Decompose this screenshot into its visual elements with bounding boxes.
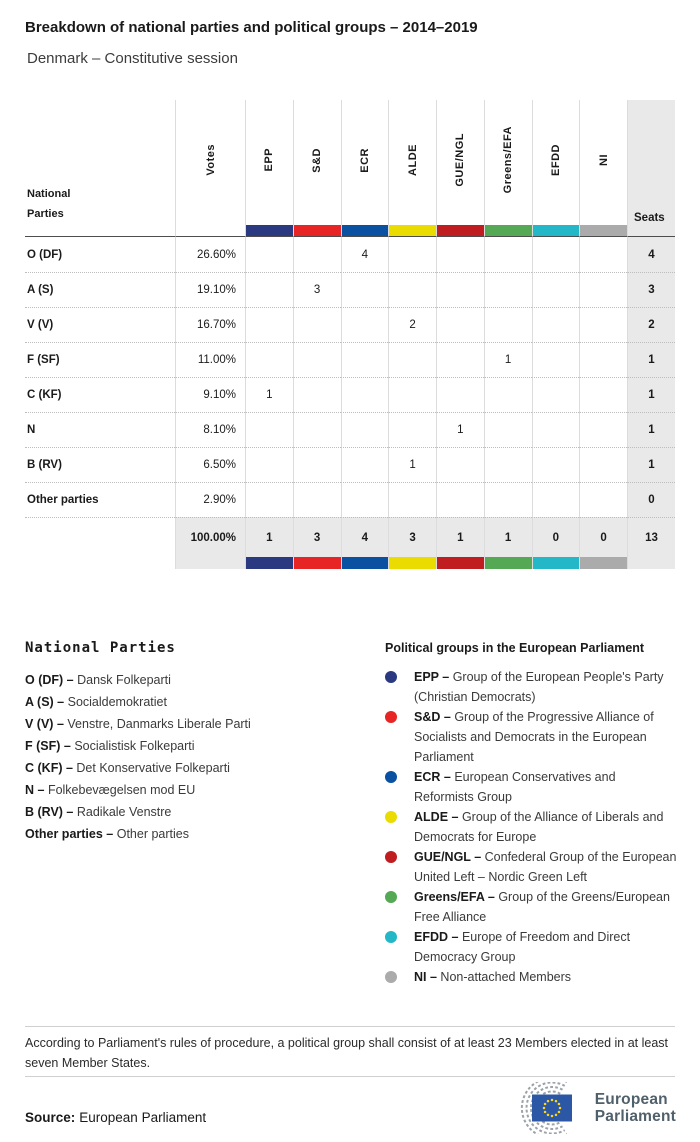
seats-cell: 1	[627, 447, 675, 482]
group-color-bar	[485, 225, 532, 236]
totals-group-cell: 1	[436, 517, 484, 557]
group-legend-item: ALDE – Group of the Alliance of Liberals and Democrats for Europe	[385, 807, 677, 847]
totals-seats: 13	[627, 517, 675, 557]
group-seat-cell	[484, 447, 532, 482]
group-seat-cell	[341, 482, 389, 517]
group-color-dot-icon	[385, 711, 397, 723]
votes-cell: 2.90%	[175, 482, 245, 517]
group-seat-cell: 1	[484, 342, 532, 377]
group-seat-cell	[532, 447, 580, 482]
votes-cell: 26.60%	[175, 237, 245, 272]
totals-group-cell: 1	[484, 517, 532, 557]
group-seat-cell	[245, 482, 293, 517]
group-seat-cell	[341, 377, 389, 412]
totals-row-spacer	[25, 517, 175, 557]
votes-cell: 16.70%	[175, 307, 245, 342]
group-color-bar	[484, 557, 532, 569]
group-color-bar	[293, 557, 341, 569]
source-line	[25, 1110, 206, 1125]
group-seat-cell	[436, 447, 484, 482]
group-seat-cell	[579, 377, 627, 412]
group-seat-cell	[484, 377, 532, 412]
parties-table	[25, 100, 675, 569]
group-seat-cell	[245, 412, 293, 447]
party-legend-item: V (V) – Venstre, Danmarks Liberale Parti	[25, 717, 251, 731]
party-name-cell: N	[25, 412, 175, 447]
ep-logo-text: European Parliament	[594, 1090, 676, 1125]
page-subtitle: Denmark – Constitutive session	[27, 50, 238, 67]
bar-row-spacer	[25, 557, 175, 569]
group-seat-cell	[579, 272, 627, 307]
group-seat-cell	[436, 482, 484, 517]
group-seat-cell	[293, 237, 341, 272]
group-color-dot-icon	[385, 771, 397, 783]
group-seat-cell	[484, 272, 532, 307]
national-parties-legend	[25, 640, 355, 845]
divider	[25, 1026, 675, 1027]
group-header-ecr: ECR	[341, 100, 389, 237]
group-legend-item: NI – Non-attached Members	[385, 967, 677, 987]
group-seat-cell: 3	[293, 272, 341, 307]
totals-group-cell: 0	[579, 517, 627, 557]
group-legend-item: EPP – Group of the European People's Party (Christian Democrats)	[385, 667, 677, 707]
group-seat-cell	[341, 342, 389, 377]
party-legend-item: F (SF) – Socialistisk Folkeparti	[25, 739, 195, 753]
votes-cell: 6.50%	[175, 447, 245, 482]
group-header-greensefa: Greens/EFA	[484, 100, 532, 237]
group-seat-cell	[579, 307, 627, 342]
group-seat-cell	[579, 412, 627, 447]
party-name-cell: O (DF)	[27, 248, 63, 261]
party-name-cell: B (RV)	[25, 447, 175, 482]
group-seat-cell	[341, 272, 389, 307]
party-legend-item: B (RV) – Radikale Venstre	[25, 805, 172, 819]
group-color-bar	[533, 225, 580, 236]
group-seat-cell	[341, 412, 389, 447]
footer-note: According to Parliament's rules of procedure, a political group shall consist of at least 23 Members elected in at least seven Member States.	[25, 1036, 668, 1070]
party-legend-item: Other parties – Other parties	[25, 827, 189, 841]
party-name-cell: Other parties	[25, 482, 175, 517]
party-name-cell: C (KF)	[25, 377, 175, 412]
group-header-ni: NI	[579, 100, 627, 237]
group-seat-cell	[532, 412, 580, 447]
party-name-cell: F (SF)	[25, 342, 175, 377]
group-color-dot-icon	[385, 971, 397, 983]
group-seat-cell	[245, 342, 293, 377]
seats-cell: 0	[627, 482, 675, 517]
group-seat-cell	[293, 447, 341, 482]
totals-votes: 100.00%	[175, 517, 245, 557]
corner-header-label: National Parties	[27, 188, 71, 220]
group-seat-cell	[436, 307, 484, 342]
group-seat-cell	[579, 447, 627, 482]
group-seat-cell	[579, 482, 627, 517]
group-seat-cell	[293, 307, 341, 342]
eu-flag-icon	[532, 1095, 572, 1122]
seats-cell: 3	[627, 272, 675, 307]
party-legend-item: C (KF) – Det Konservative Folkeparti	[25, 761, 230, 775]
group-header-guengl: GUE/NGL	[436, 100, 484, 237]
group-seat-cell	[245, 447, 293, 482]
group-seat-cell	[245, 237, 293, 272]
seats-cell: 1	[627, 342, 675, 377]
source-label: Source:	[25, 1110, 76, 1125]
group-color-bar	[580, 225, 627, 236]
totals-group-cell: 3	[293, 517, 341, 557]
ep-hemicycle-icon	[494, 1082, 586, 1134]
group-header-epp: EPP	[245, 100, 293, 237]
group-seat-cell	[532, 307, 580, 342]
group-seat-cell	[484, 307, 532, 342]
group-seat-cell	[388, 482, 436, 517]
group-color-dot-icon	[385, 891, 397, 903]
group-seat-cell	[388, 237, 436, 272]
group-seat-cell	[388, 342, 436, 377]
totals-group-cell: 0	[532, 517, 580, 557]
group-seat-cell	[532, 482, 580, 517]
group-seat-cell	[532, 342, 580, 377]
party-name-cell: A (S)	[25, 272, 175, 307]
group-color-bar	[246, 225, 293, 236]
group-seat-cell	[388, 272, 436, 307]
group-color-dot-icon	[385, 671, 397, 683]
group-seat-cell	[341, 307, 389, 342]
group-seat-cell	[484, 237, 532, 272]
group-color-dot-icon	[385, 931, 397, 943]
source-value: European Parliament	[79, 1110, 207, 1125]
group-legend-item: ECR – European Conservatives and Reformists Group	[385, 767, 677, 807]
group-seat-cell	[293, 342, 341, 377]
group-seat-cell	[341, 447, 389, 482]
votes-cell: 11.00%	[175, 342, 245, 377]
group-seat-cell	[293, 482, 341, 517]
group-color-bar	[532, 557, 580, 569]
bar-row-seats	[627, 557, 675, 569]
votes-cell: 8.10%	[175, 412, 245, 447]
group-seat-cell	[484, 412, 532, 447]
group-color-bar	[341, 557, 389, 569]
group-legend-item: EFDD – Europe of Freedom and Direct Democracy Group	[385, 927, 677, 967]
political-groups-legend-title: Political groups in the European Parliament	[385, 641, 645, 655]
group-color-bar	[388, 557, 436, 569]
group-color-dot-icon	[385, 811, 397, 823]
votes-cell: 9.10%	[175, 377, 245, 412]
seats-cell: 1	[627, 377, 675, 412]
party-legend-item: A (S) – Socialdemokratiet	[25, 695, 167, 709]
divider	[25, 1076, 675, 1077]
party-name-cell: V (V)	[25, 307, 175, 342]
national-parties-legend-title: National Parties	[25, 640, 176, 656]
political-groups-legend	[385, 641, 677, 987]
group-color-bar	[294, 225, 341, 236]
group-seat-cell	[532, 377, 580, 412]
group-color-bar	[342, 225, 389, 236]
party-legend-item: O (DF) – Dansk Folkeparti	[25, 673, 171, 687]
party-legend-item: N – Folkebevægelsen mod EU	[25, 783, 196, 797]
corner-header	[25, 100, 175, 237]
seats-header: Seats	[627, 100, 675, 237]
totals-group-cell: 4	[341, 517, 389, 557]
group-seat-cell	[388, 412, 436, 447]
votes-cell: 19.10%	[175, 272, 245, 307]
group-seat-cell: 1	[436, 412, 484, 447]
group-seat-cell	[436, 272, 484, 307]
page-title: Breakdown of national parties and political groups – 2014–2019	[25, 19, 478, 36]
group-color-bar	[437, 225, 484, 236]
group-seat-cell	[436, 237, 484, 272]
group-seat-cell	[245, 272, 293, 307]
group-seat-cell	[293, 412, 341, 447]
group-color-bar	[245, 557, 293, 569]
group-seat-cell	[484, 482, 532, 517]
group-seat-cell	[532, 237, 580, 272]
group-header-sd: S&D	[293, 100, 341, 237]
group-seat-cell	[388, 377, 436, 412]
group-seat-cell: 2	[388, 307, 436, 342]
totals-group-cell: 1	[245, 517, 293, 557]
group-header-efdd: EFDD	[532, 100, 580, 237]
ep-logo	[494, 1082, 676, 1134]
group-seat-cell	[579, 342, 627, 377]
group-seat-cell: 4	[341, 237, 389, 272]
group-seat-cell	[293, 377, 341, 412]
seats-cell: 4	[627, 237, 675, 272]
votes-header: Votes	[175, 100, 245, 237]
group-seat-cell	[579, 237, 627, 272]
bar-row-votes	[175, 557, 245, 569]
seats-cell: 1	[627, 412, 675, 447]
group-header-alde: ALDE	[388, 100, 436, 237]
group-seat-cell: 1	[245, 377, 293, 412]
group-seat-cell	[532, 272, 580, 307]
seats-cell: 2	[627, 307, 675, 342]
group-seat-cell	[436, 377, 484, 412]
group-legend-item: S&D – Group of the Progressive Alliance of Socialists and Democrats in the European Parliament	[385, 707, 677, 767]
group-color-bar	[389, 225, 436, 236]
totals-group-cell: 3	[388, 517, 436, 557]
group-seat-cell	[436, 342, 484, 377]
group-seat-cell	[245, 307, 293, 342]
group-legend-item: Greens/EFA – Group of the Greens/European Free Alliance	[385, 887, 677, 927]
group-color-bar	[579, 557, 627, 569]
group-color-bar	[436, 557, 484, 569]
group-legend-item: GUE/NGL – Confederal Group of the European United Left – Nordic Green Left	[385, 847, 677, 887]
group-color-dot-icon	[385, 851, 397, 863]
group-seat-cell: 1	[388, 447, 436, 482]
